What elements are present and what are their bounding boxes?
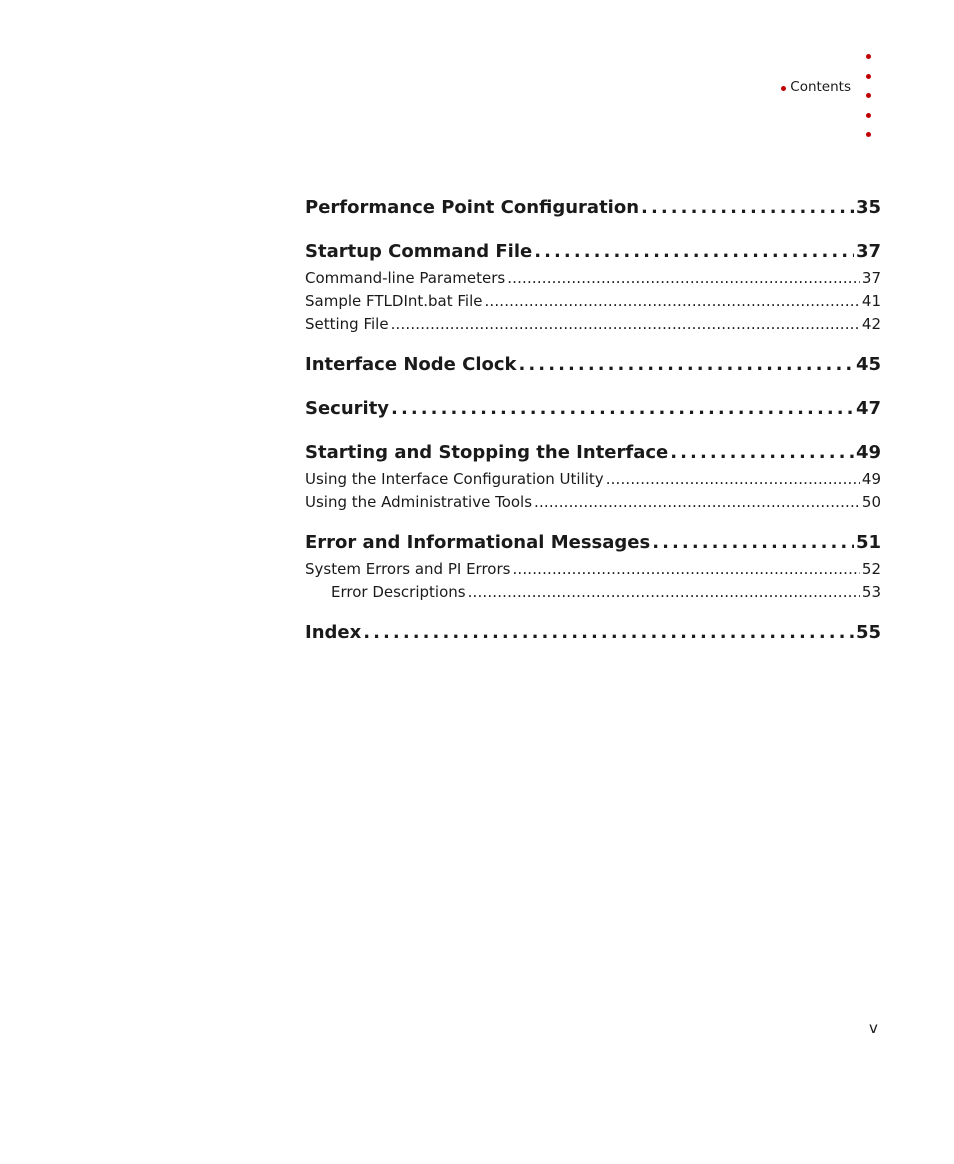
toc-entry-page: 49	[855, 442, 881, 463]
decorative-dot-icon	[866, 74, 871, 79]
dot-leader	[652, 528, 854, 558]
toc-entry-page: 37	[855, 241, 881, 262]
toc-chapter-entry[interactable]	[305, 237, 881, 267]
toc-entry-page: 53	[861, 583, 881, 601]
page-number: v	[869, 1019, 878, 1037]
toc-entry-page: 51	[855, 532, 881, 553]
dot-leader	[519, 350, 854, 380]
dot-leader	[670, 438, 854, 468]
toc-entry-page: 50	[861, 493, 881, 511]
toc-entry-page: 37	[861, 269, 881, 287]
toc-entry-title: Index	[305, 622, 362, 643]
toc-entry-page: 47	[855, 398, 881, 419]
dot-leader	[468, 581, 860, 604]
toc-entry-page: 52	[861, 560, 881, 578]
dot-leader	[534, 237, 854, 267]
toc-chapter-entry[interactable]	[305, 394, 881, 424]
toc-entry-title: Command-line Parameters	[305, 269, 506, 287]
toc-section	[305, 237, 881, 336]
toc-subentry[interactable]	[305, 558, 881, 581]
table-of-contents	[305, 193, 881, 662]
toc-entry-page: 35	[855, 197, 881, 218]
dot-leader	[363, 618, 854, 648]
decorative-dot-icon	[866, 54, 871, 59]
toc-entry-page: 45	[855, 354, 881, 375]
header-section-title: Contents	[790, 79, 851, 95]
toc-section	[305, 350, 881, 380]
dot-leader	[507, 267, 860, 290]
dot-leader	[606, 468, 860, 491]
toc-subentry[interactable]	[305, 267, 881, 290]
decorative-dot-icon	[866, 113, 871, 118]
decorative-dot-icon	[866, 93, 871, 98]
toc-section	[305, 528, 881, 604]
dot-leader	[485, 290, 860, 313]
toc-entry-title: System Errors and PI Errors	[305, 560, 511, 578]
toc-entry-page: 42	[861, 315, 881, 333]
toc-subentry[interactable]	[305, 290, 881, 313]
toc-entry-title: Using the Administrative Tools	[305, 493, 533, 511]
toc-section	[305, 618, 881, 648]
toc-subentry[interactable]	[305, 581, 881, 604]
dot-leader	[391, 394, 854, 424]
toc-entry-title: Performance Point Configuration	[305, 197, 640, 218]
header-bullet-icon	[781, 86, 786, 91]
toc-entry-title: Sample FTLDInt.bat File	[305, 292, 483, 310]
toc-entry-title: Interface Node Clock	[305, 354, 517, 375]
toc-chapter-entry[interactable]	[305, 193, 881, 223]
toc-entry-title: Setting File	[305, 315, 389, 333]
toc-entry-title: Starting and Stopping the Interface	[305, 442, 669, 463]
toc-entry-title: Using the Interface Configuration Utility	[305, 470, 604, 488]
dot-leader	[391, 313, 860, 336]
toc-chapter-entry[interactable]	[305, 350, 881, 380]
toc-section	[305, 193, 881, 223]
dot-leader	[641, 193, 854, 223]
toc-entry-title: Error and Informational Messages	[305, 532, 651, 553]
toc-entry-page: 49	[861, 470, 881, 488]
toc-entry-title: Security	[305, 398, 390, 419]
decorative-dot-icon	[866, 132, 871, 137]
dot-leader	[512, 558, 859, 581]
toc-entry-page: 55	[855, 622, 881, 643]
toc-entry-title: Error Descriptions	[331, 583, 466, 601]
toc-section	[305, 394, 881, 424]
toc-chapter-entry[interactable]	[305, 528, 881, 558]
toc-entry-page: 41	[861, 292, 881, 310]
toc-subentry[interactable]	[305, 491, 881, 514]
toc-chapter-entry[interactable]	[305, 618, 881, 648]
toc-entry-title: Startup Command File	[305, 241, 533, 262]
toc-subentry[interactable]	[305, 313, 881, 336]
toc-section	[305, 438, 881, 514]
dot-leader	[534, 491, 860, 514]
toc-subentry[interactable]	[305, 468, 881, 491]
running-header	[781, 79, 851, 95]
toc-chapter-entry[interactable]	[305, 438, 881, 468]
